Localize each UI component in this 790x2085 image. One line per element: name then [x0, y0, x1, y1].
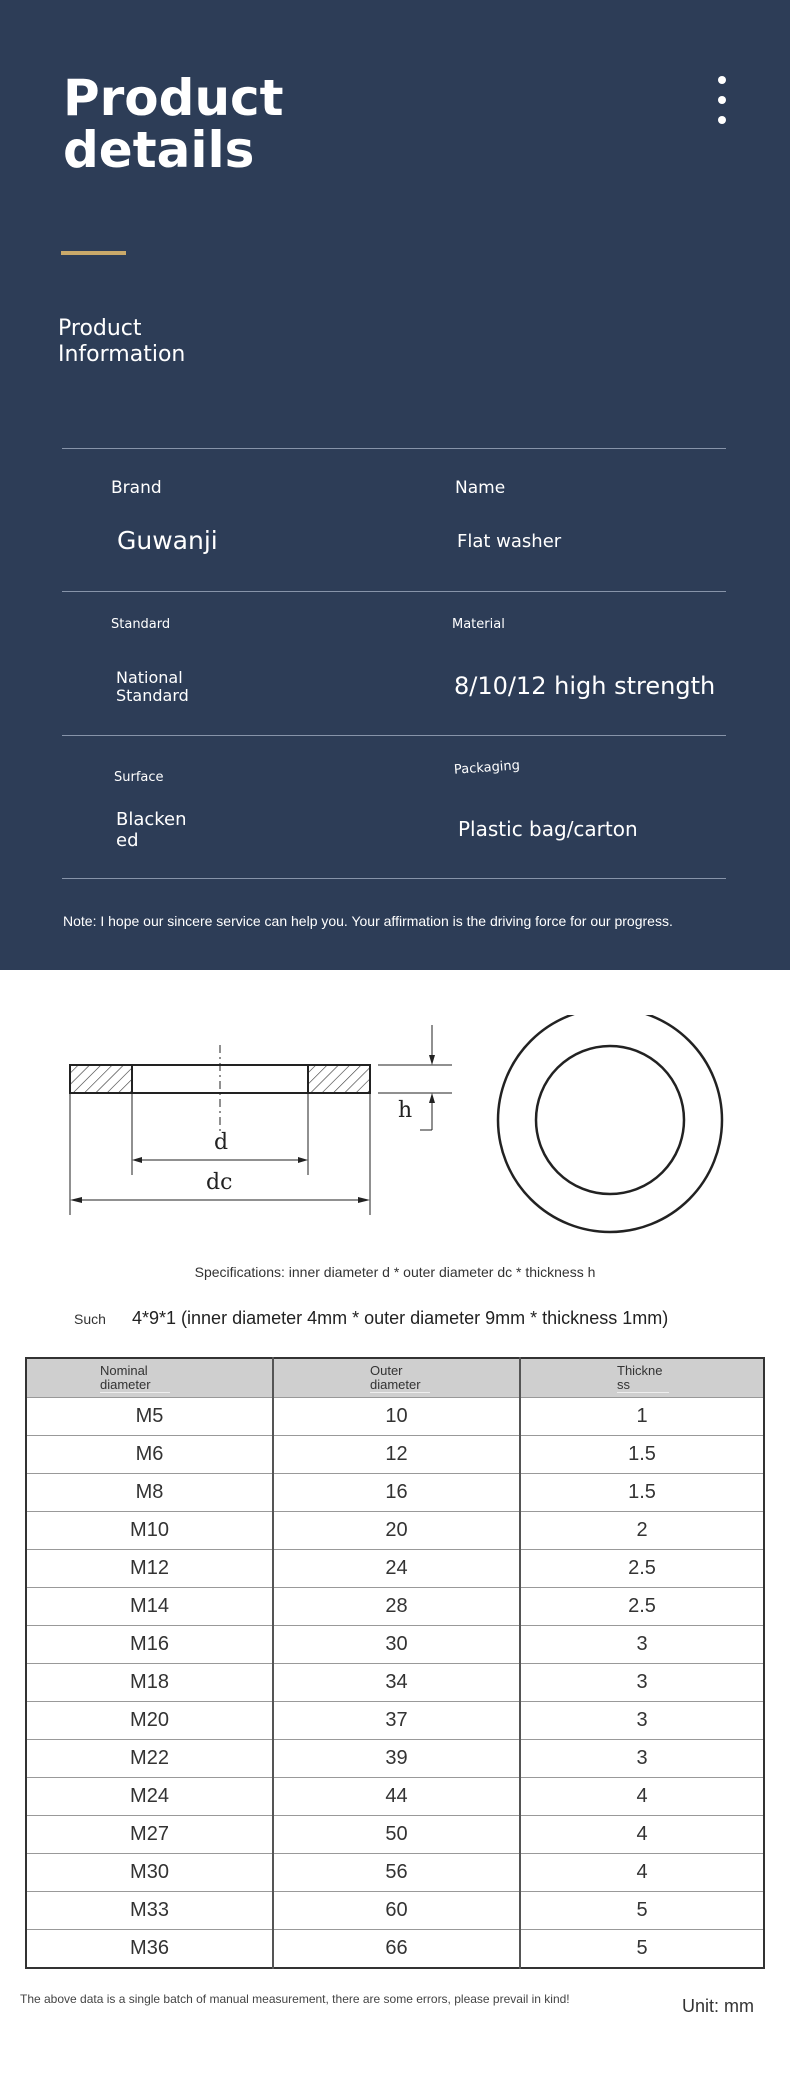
- example-label: Such: [74, 1311, 106, 1327]
- outer-cell: 60: [273, 1892, 520, 1930]
- outer-cell: 24: [273, 1550, 520, 1588]
- unit-label: Unit: mm: [682, 1996, 754, 2016]
- nominal-cell: M8: [26, 1474, 273, 1512]
- example-value: 4*9*1 (inner diameter 4mm * outer diameter 9mm * thickness 1mm): [132, 1308, 669, 1328]
- table-row: [26, 1930, 764, 1969]
- spec-caption: Specifications: inner diameter d * outer diameter dc * thickness h: [194, 1264, 596, 1280]
- nominal-cell: M33: [26, 1892, 273, 1930]
- column-header: [273, 1358, 520, 1398]
- product-details-header: [0, 0, 790, 970]
- nominal-cell: M20: [26, 1702, 273, 1740]
- table-row: [26, 1740, 764, 1778]
- nominal-cell: M10: [26, 1512, 273, 1550]
- name-value: Flat washer: [457, 531, 562, 552]
- brand-value: Guwanji: [117, 526, 218, 555]
- thickness-cell: 1: [520, 1398, 764, 1436]
- divider: [62, 878, 726, 879]
- header-nominal: Nominal diameter: [100, 1364, 170, 1393]
- thickness-cell: 4: [520, 1778, 764, 1816]
- washer-top-view: [498, 1015, 722, 1232]
- table-header-row: [26, 1358, 764, 1398]
- surface-label: Surface: [114, 770, 164, 785]
- material-value: 8/10/12 high strength: [454, 672, 716, 700]
- outer-cell: 10: [273, 1398, 520, 1436]
- material-label: Material: [452, 617, 505, 632]
- divider: [62, 448, 726, 449]
- table-row: [26, 1398, 764, 1436]
- nominal-cell: M6: [26, 1436, 273, 1474]
- thickness-cell: 4: [520, 1816, 764, 1854]
- table-row: [26, 1816, 764, 1854]
- section-title: Product Information: [58, 316, 186, 367]
- divider: [62, 591, 726, 592]
- outer-cell: 50: [273, 1816, 520, 1854]
- outer-cell: 28: [273, 1588, 520, 1626]
- table-row: [26, 1474, 764, 1512]
- header-outer: Outer diameter: [370, 1364, 430, 1393]
- table-row: [26, 1436, 764, 1474]
- service-note: Note: I hope our sincere service can help you. Your affirmation is the driving force for our progress.: [63, 913, 673, 929]
- thickness-cell: 1.5: [520, 1474, 764, 1512]
- outer-cell: 66: [273, 1930, 520, 1969]
- standard-value: National Standard: [116, 668, 189, 705]
- outer-cell: 39: [273, 1740, 520, 1778]
- column-header: [520, 1358, 764, 1398]
- nominal-cell: M27: [26, 1816, 273, 1854]
- washer-diagram: [60, 1015, 740, 1235]
- table-row: [26, 1702, 764, 1740]
- thickness-cell: 2: [520, 1512, 764, 1550]
- nominal-cell: M16: [26, 1626, 273, 1664]
- packaging-value: Plastic bag/carton: [458, 817, 638, 841]
- outer-cell: 30: [273, 1626, 520, 1664]
- standard-label: Standard: [111, 617, 171, 632]
- name-label: Name: [455, 478, 506, 498]
- table-row: [26, 1550, 764, 1588]
- thickness-cell: 4: [520, 1854, 764, 1892]
- nominal-cell: M24: [26, 1778, 273, 1816]
- thickness-cell: 2.5: [520, 1550, 764, 1588]
- table-row: [26, 1854, 764, 1892]
- nominal-cell: M36: [26, 1930, 273, 1969]
- nominal-cell: M30: [26, 1854, 273, 1892]
- thickness-cell: 3: [520, 1664, 764, 1702]
- thickness-cell: 1.5: [520, 1436, 764, 1474]
- page-title: Product details: [63, 69, 284, 179]
- packaging-label: Packaging: [453, 758, 521, 778]
- outer-cell: 16: [273, 1474, 520, 1512]
- table-row: [26, 1512, 764, 1550]
- washer-side-view: [70, 1025, 452, 1215]
- table-row: [26, 1588, 764, 1626]
- outer-cell: 56: [273, 1854, 520, 1892]
- thickness-cell: 5: [520, 1892, 764, 1930]
- d-label: d: [214, 1130, 229, 1155]
- table-row: [26, 1626, 764, 1664]
- column-header: [26, 1358, 273, 1398]
- nominal-cell: M22: [26, 1740, 273, 1778]
- surface-value: Blackened: [116, 809, 187, 851]
- nominal-cell: M14: [26, 1588, 273, 1626]
- table-row: [26, 1664, 764, 1702]
- outer-cell: 12: [273, 1436, 520, 1474]
- outer-cell: 20: [273, 1512, 520, 1550]
- nominal-cell: M18: [26, 1664, 273, 1702]
- outer-cell: 37: [273, 1702, 520, 1740]
- brand-label: Brand: [111, 478, 162, 498]
- h-label: h: [398, 1098, 413, 1123]
- thickness-cell: 5: [520, 1930, 764, 1969]
- outer-cell: 44: [273, 1778, 520, 1816]
- measurement-disclaimer: The above data is a single batch of manual measurement, there are some errors, please prevail in kind!: [20, 1992, 570, 2006]
- divider: [62, 735, 726, 736]
- nominal-cell: M5: [26, 1398, 273, 1436]
- more-vertical-icon[interactable]: [714, 76, 730, 124]
- thickness-cell: 2.5: [520, 1588, 764, 1626]
- nominal-cell: M12: [26, 1550, 273, 1588]
- dc-label: dc: [206, 1170, 233, 1195]
- accent-bar: [61, 251, 126, 255]
- table-row: [26, 1892, 764, 1930]
- thickness-cell: 3: [520, 1740, 764, 1778]
- table-row: [26, 1778, 764, 1816]
- outer-cell: 34: [273, 1664, 520, 1702]
- thickness-cell: 3: [520, 1702, 764, 1740]
- header-thickness: Thickness: [617, 1364, 669, 1393]
- size-table: [25, 1357, 765, 1969]
- thickness-cell: 3: [520, 1626, 764, 1664]
